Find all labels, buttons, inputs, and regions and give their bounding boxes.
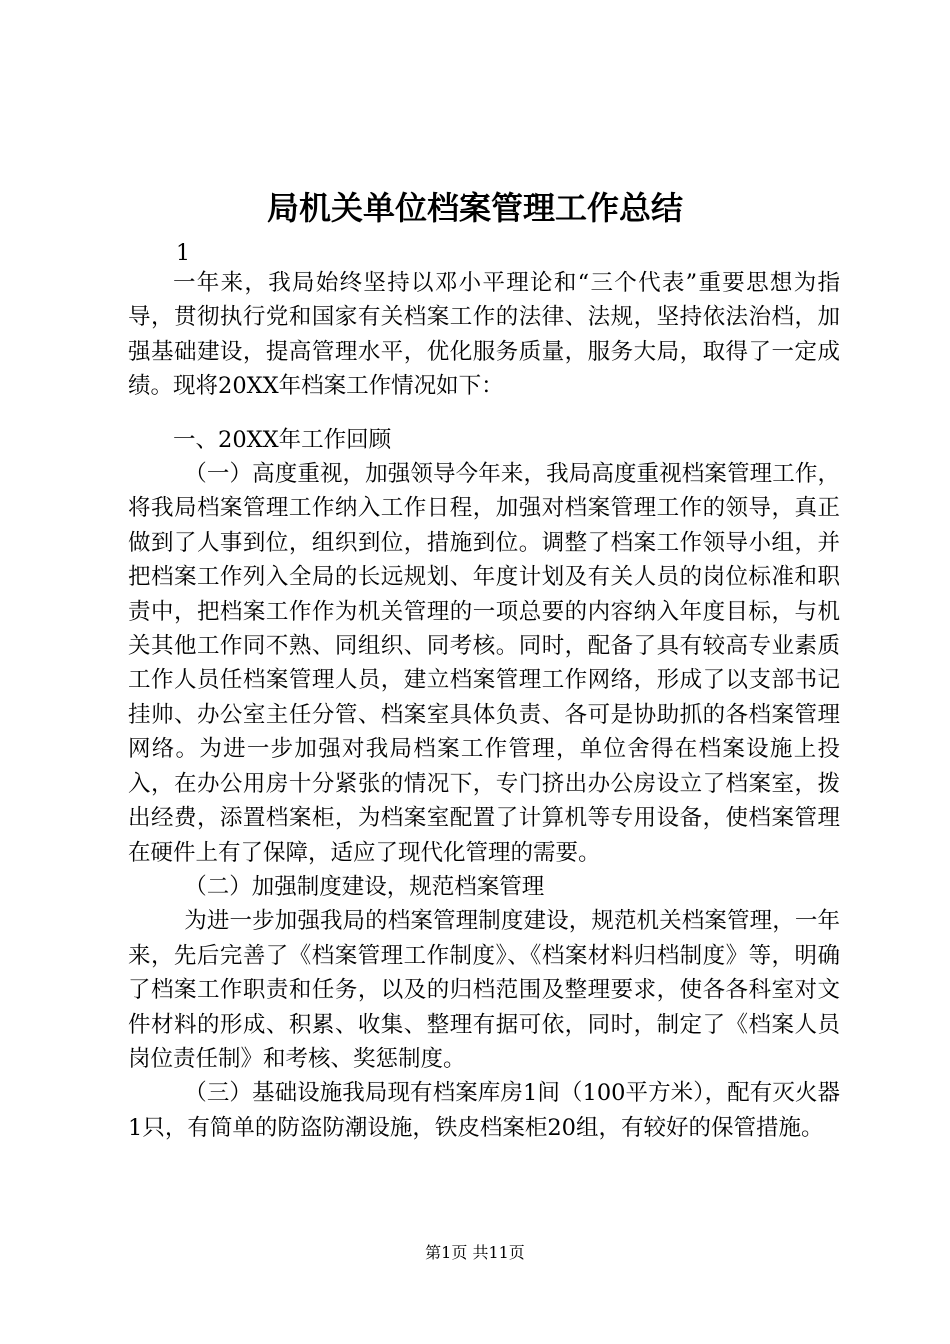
section-heading: 一、20XX年工作回顾: [173, 426, 392, 453]
page-footer: 第1页 共11页: [425, 1243, 525, 1262]
subsection-paragraph-3: （三）基础设施我局现有档案库房1间（100平方米），配有灭火器1只，有简单的防盗防潮设施，铁皮档案柜20组，有较好的保管措施。: [128, 1080, 840, 1141]
subsection-paragraph-2: 为进一步加强我局的档案管理制度建设，规范机关档案管理，一年来，先后完善了《档案管理工作制度》、《档案材料归档制度》等，明确了档案工作职责和任务，以及的归档范围及整理要求，使各各科室对文件材料的形成、积累、收集、整理有据可依，同时，制定了《档案人员岗位责任制》和考核、奖惩制度。: [128, 908, 840, 1072]
subsection-heading-2: （二）加强制度建设，规范档案管理: [184, 873, 545, 900]
intro-paragraph: 一年来，我局始终坚持以邓小平理论和“三个代表”重要思想为指导，贯彻执行党和国家有关档案工作的法律、法规，坚持依法治档，加强基础建设，提高管理水平，优化服务质量，服务大局，取得了一定成绩。现将20XX年档案工作情况如下：: [128, 270, 840, 400]
document-body: [128, 266, 840, 1145]
subsection-paragraph-1: （一）高度重视，加强领导今年来，我局高度重视档案管理工作，将我局档案管理工作纳入工作日程，加强对档案管理工作的领导，真正做到了人事到位，组织到位，措施到位。调整了档案工作领导小组，并把档案工作列入全局的长远规划、年度计划及有关人员的岗位标准和职责中，把档案工作作为机关管理的一项总要的内容纳入年度目标，与机关其他工作同不熟、同组织、同考核。同时，配备了具有较高专业素质工作人员任档案管理人员，建立档案管理工作网络，形成了以支部书记挂帅、办公室主任分管、档案室具体负责、各可是协助抓的各档案管理网络。为进一步加强对我局档案工作管理，单位舍得在档案设施上投入，在办公用房十分紧张的情况下，专门挤出办公房设立了档案室，拨出经费，添置档案柜，为档案室配置了计算机等专用设备，使档案管理在硬件上有了保障，适应了现代化管理的需要。: [128, 461, 840, 866]
page-marker: 1: [176, 241, 190, 266]
document-title: 局机关单位档案管理工作总结: [266, 189, 683, 227]
